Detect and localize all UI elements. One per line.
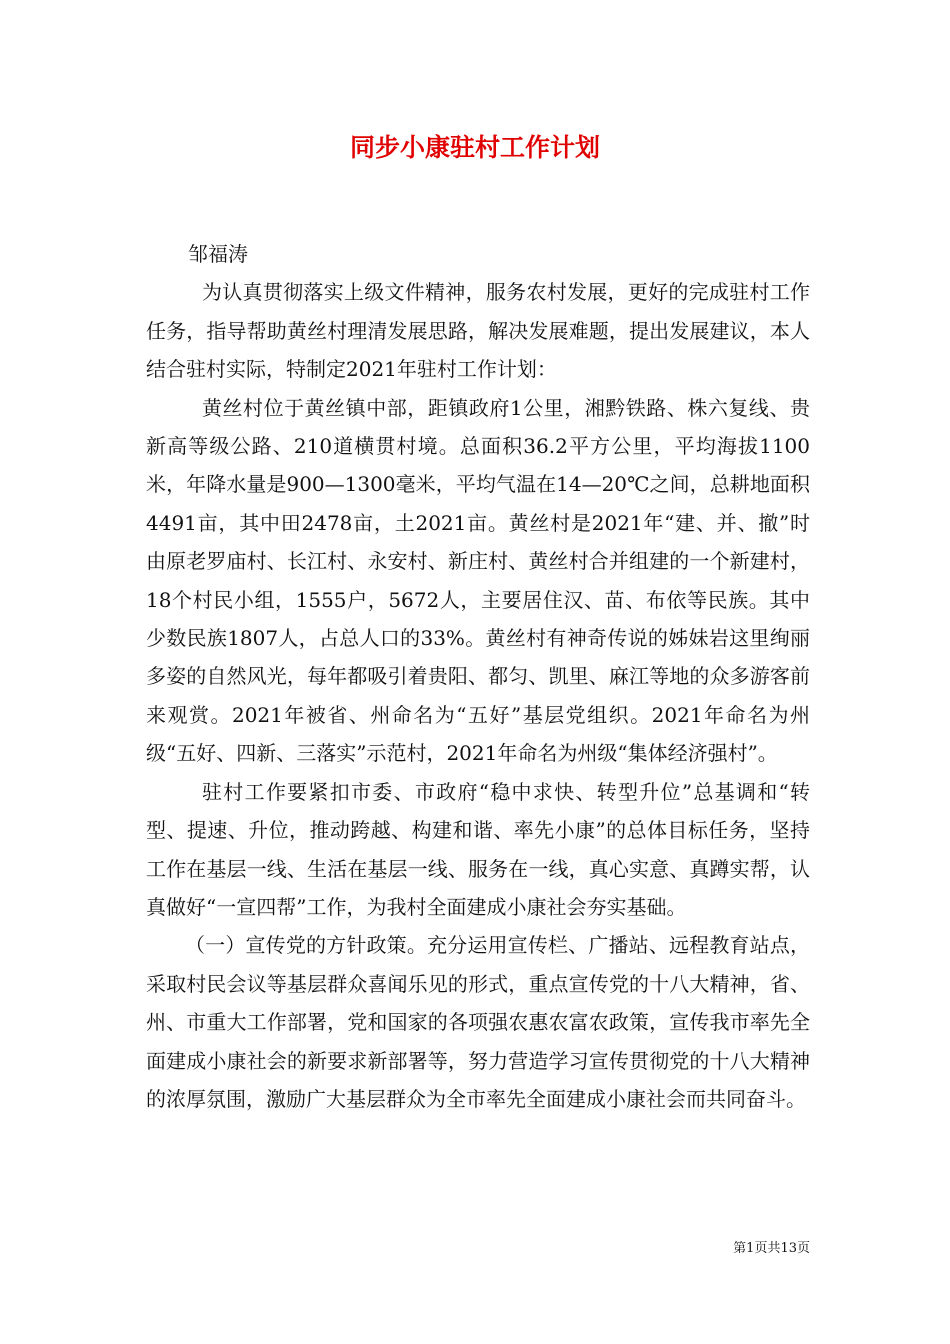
paragraph-work-goals: 驻村工作要紧扣市委、市政府“稳中求快、转型升位”总基调和“转型、提速、升位，推动跨越、构建和谐、率先小康”的总体目标任务，坚持工作在基层一线、生活在基层一线、服务在一线，真心实意、真蹲实帮，认真做好“一宣四帮”工作，为我村全面建成小康社会夯实基础。 [146, 779, 810, 919]
page-number: 第1页共13页 [733, 1241, 810, 1256]
document-title: 同步小康驻村工作计划 [349, 133, 600, 162]
paragraph-village-profile: 黄丝村位于黄丝镇中部，距镇政府1公里，湘黔铁路、株六复线、贵新高等级公路、210道横贯村境。总面积36.2平方公里，平均海拔1100米，年降水量是900—1300毫米，平均气温在14—20℃之间，总耕地面积4491亩，其中田2478亩，土2021亩。黄丝村是2021年“建、并、撤”时由原老罗庙村、长江村、永安村、新庄村、黄丝村合并组建的一个新建村，18个村民小组，1555户，5672人，主要居住汉、苗、布依等民族。其中少数民族1807人，占总人口的33%。黄丝村有神奇传说的姊妹岩这里绚丽多姿的自然风光，每年都吸引着贵阳、都匀、凯里、麻江等地的众多游客前来观赏。2021年被省、州命名为“五好”基层党组织。2021年命名为州级“五好、四新、三落实”示范村，2021年命名为州级“集体经济强村”。 [146, 395, 810, 766]
paragraph-section-one: （一）宣传党的方针政策。充分运用宣传栏、广播站、远程教育站点，采取村民会议等基层群众喜闻乐见的形式，重点宣传党的十八大精神，省、州、市重大工作部署，党和国家的各项强农惠农富农政策，宣传我市率先全面建成小康社会的新要求新部署等，努力营造学习宣传贯彻党的十八大精神的浓厚氛围，激励广大基层群众为全市率先全面建成小康社会而共同奋斗。 [146, 933, 810, 1111]
document-body [146, 235, 810, 1118]
paragraph-intro: 为认真贯彻落实上级文件精神，服务农村发展，更好的完成驻村工作任务，指导帮助黄丝村理清发展思路，解决发展难题，提出发展建议，本人结合驻村实际，特制定2021年驻村工作计划： [146, 280, 810, 382]
author-name: 邹福涛 [188, 242, 248, 266]
